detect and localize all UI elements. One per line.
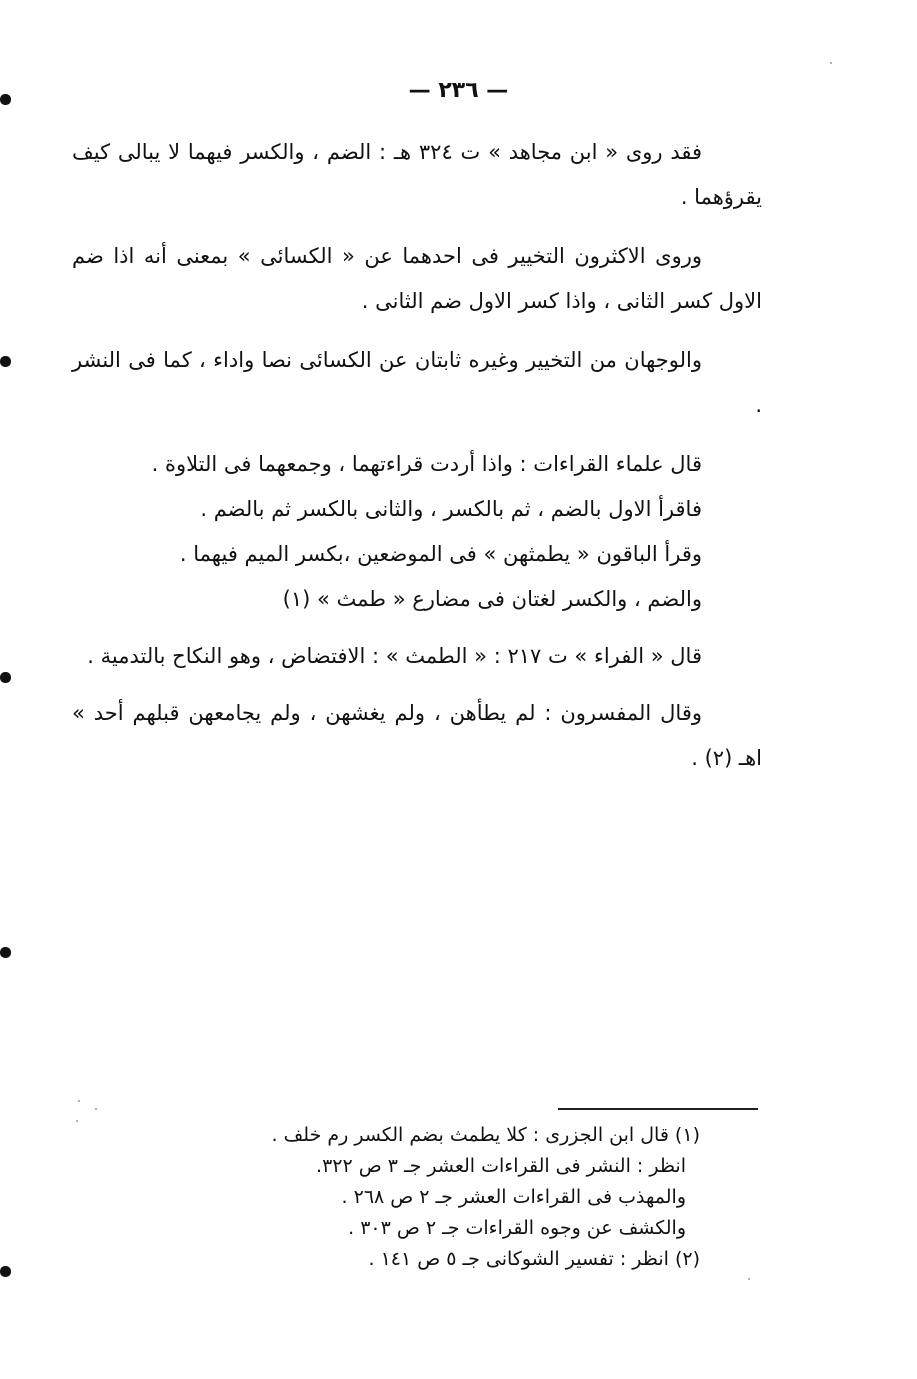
scan-binding-mark bbox=[0, 356, 11, 367]
footnote-line: انظر : النشر فى القراءات العشر جـ ٣ ص ٣٢٢. bbox=[316, 1155, 686, 1177]
scan-speck bbox=[76, 1120, 78, 1122]
quote-line: قال علماء القراءات : واذا أردت قراءتهما ، وجمعهما فى التلاوة . bbox=[151, 452, 702, 476]
scan-speck bbox=[748, 1278, 750, 1280]
page-number: — ٢٣٦ — bbox=[408, 78, 509, 103]
footnote-line: (١) قال ابن الجزرى : كلا يطمث بضم الكسر رم خلف . bbox=[271, 1124, 700, 1146]
paragraph: والوجهان من التخيير وغيره ثابتان عن الكسائى نصا واداء ، كما فى النشر . bbox=[72, 348, 762, 417]
quote-line: والضم ، والكسر لغتان فى مضارع « طمث » (١) bbox=[282, 587, 702, 611]
footnote-separator bbox=[558, 1108, 758, 1110]
footnote-line: والكشف عن وجوه القراءات جـ ٢ ص ٣٠٣ . bbox=[348, 1217, 686, 1239]
body-text bbox=[72, 130, 762, 781]
scan-speck bbox=[95, 1108, 97, 1110]
paragraph: فقد روى « ابن مجاهد » ت ٣٢٤ هـ : الضم ، والكسر فيهما لا يبالى كيف يقرؤهما . bbox=[72, 140, 762, 209]
footnotes bbox=[170, 1120, 700, 1275]
scan-binding-mark bbox=[0, 94, 11, 105]
footnote-line: (٢) انظر : تفسير الشوكانى جـ ٥ ص ١٤١ . bbox=[368, 1248, 700, 1270]
quote-line: فاقرأ الاول بالضم ، ثم بالكسر ، والثانى بالكسر ثم بالضم . bbox=[200, 497, 702, 521]
scan-speck bbox=[78, 1100, 80, 1102]
quote-line: وقرأ الباقون « يطمثهن » فى الموضعين ،بكسر الميم فيهما . bbox=[179, 542, 702, 566]
footnote-line: والمهذب فى القراءات العشر جـ ٢ ص ٢٦٨ . bbox=[341, 1186, 686, 1208]
scan-binding-mark bbox=[0, 672, 11, 683]
scan-binding-mark bbox=[0, 1266, 11, 1277]
paragraph: وروى الاكثرون التخيير فى احدهما عن « الكسائى » بمعنى أنه اذا ضم الاول كسر الثانى ، واذا كسر الاول ضم الثانى . bbox=[72, 244, 762, 313]
scan-binding-mark bbox=[0, 947, 11, 958]
paragraph: قال « الفراء » ت ٢١٧ : « الطمث » : الافتضاض ، وهو النكاح بالتدمية . bbox=[87, 644, 702, 668]
paragraph: وقال المفسرون : لم يطأهن ، ولم يغشهن ، ولم يجامعهن قبلهم أحد » اهـ (٢) . bbox=[72, 701, 762, 770]
scan-speck bbox=[830, 62, 832, 64]
